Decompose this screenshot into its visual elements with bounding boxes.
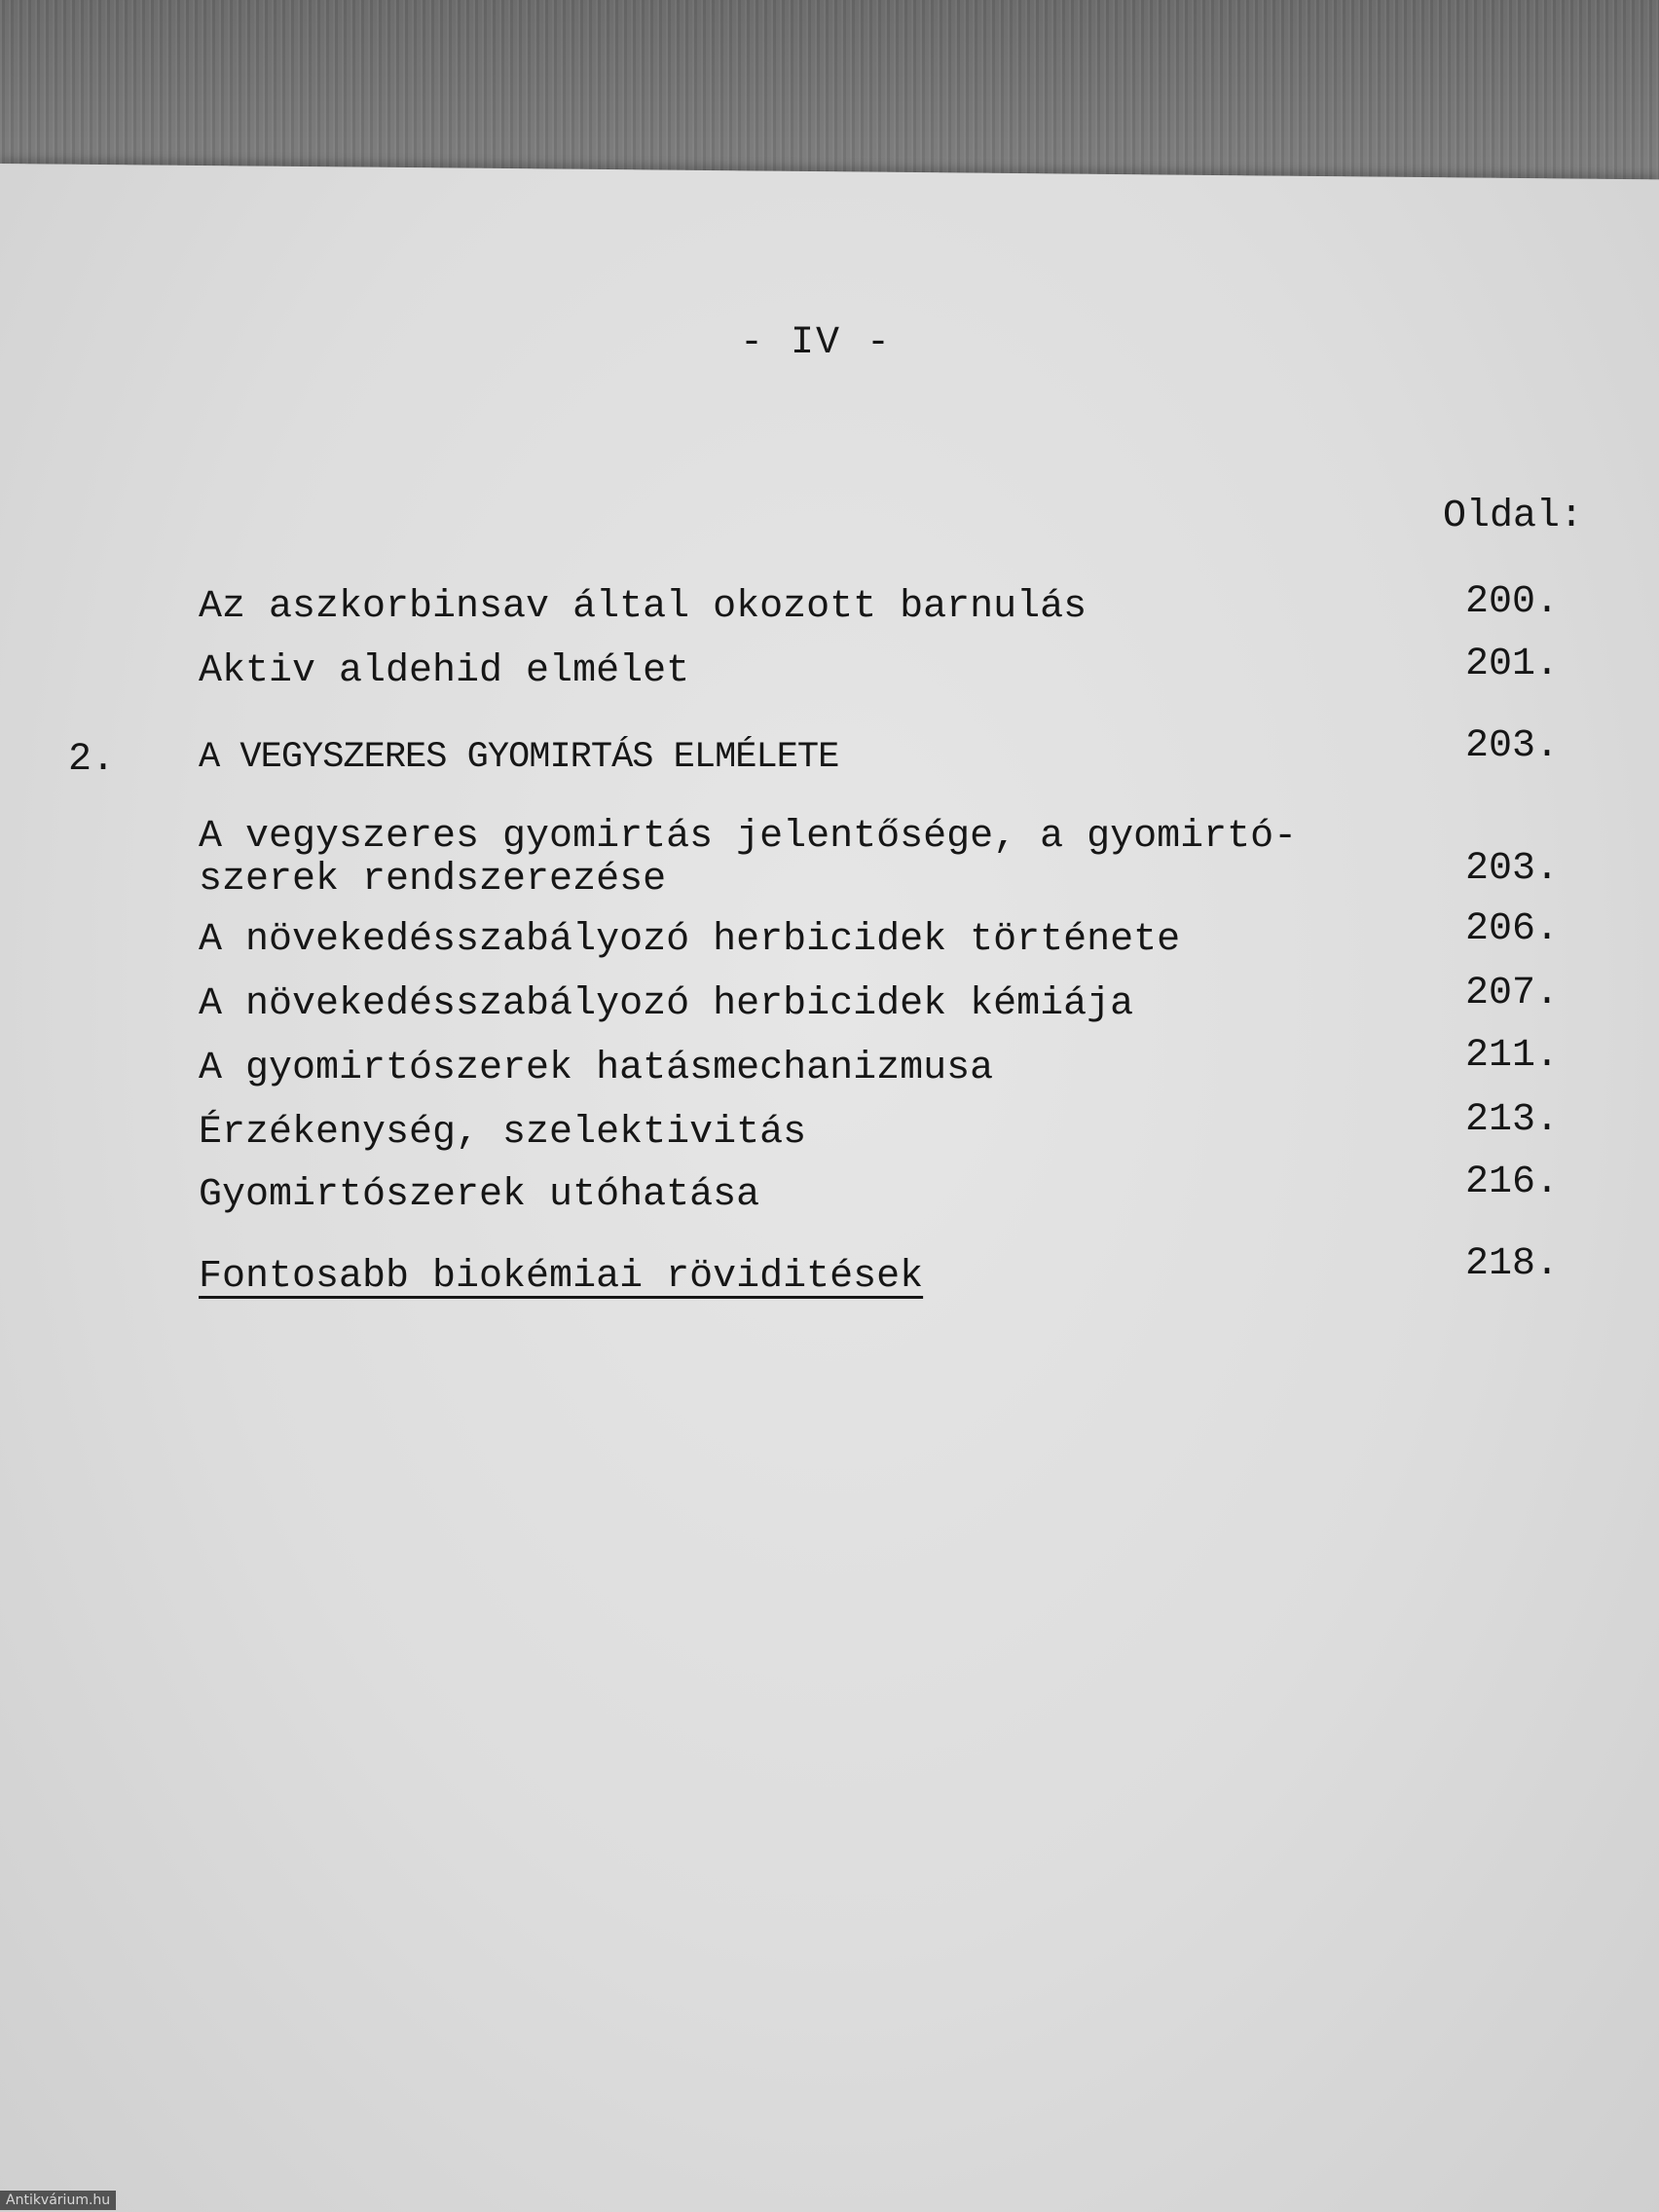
- toc-page-ref: 203.: [1465, 847, 1560, 891]
- toc-page-ref: 216.: [1465, 1161, 1560, 1204]
- toc-page-ref: 201.: [1465, 643, 1560, 686]
- toc-entry: Aktiv aldehid elmélet: [199, 649, 690, 693]
- toc-entry-title: Fontosabb biokémiai röviditések: [199, 1255, 924, 1299]
- toc-entry-underlined: [199, 1256, 1464, 1299]
- toc-entry: Az aszkorbinsav által okozott barnulás: [199, 585, 1088, 629]
- toc-entry-line-1: A vegyszeres gyomirtás jelentősége, a gyomirtó-: [199, 815, 1298, 859]
- toc-entry: A növekedésszabályozó herbicidek története: [199, 918, 1181, 962]
- toc-page-ref: 218.: [1465, 1242, 1560, 1286]
- toc-page-ref: 206.: [1465, 907, 1560, 951]
- toc-page-ref: 211.: [1465, 1034, 1560, 1078]
- page-number: - IV -: [740, 321, 893, 365]
- toc-entry: Érzékenység, szelektivitás: [199, 1111, 807, 1155]
- toc-entry: Gyomirtószerek utóhatása: [199, 1173, 760, 1217]
- chapter-number: 2.: [68, 738, 116, 782]
- toc-page-ref: 213.: [1465, 1098, 1560, 1142]
- toc-page-ref: 200.: [1465, 580, 1560, 624]
- toc-entry-line-2: szerek rendszerezése: [199, 858, 667, 902]
- toc-entry: A gyomirtószerek hatásmechanizmusa: [199, 1047, 994, 1090]
- toc-chapter-heading: A VEGYSZERES GYOMIRTÁS ELMÉLETE: [199, 737, 839, 778]
- page-column-heading: Oldal:: [1443, 495, 1584, 538]
- toc-page-ref: 203.: [1465, 724, 1560, 768]
- toc-entry: A növekedésszabályozó herbicidek kémiája: [199, 982, 1134, 1026]
- toc-page-ref: 207.: [1465, 972, 1560, 1015]
- site-watermark: Antikvárium.hu: [0, 2191, 116, 2210]
